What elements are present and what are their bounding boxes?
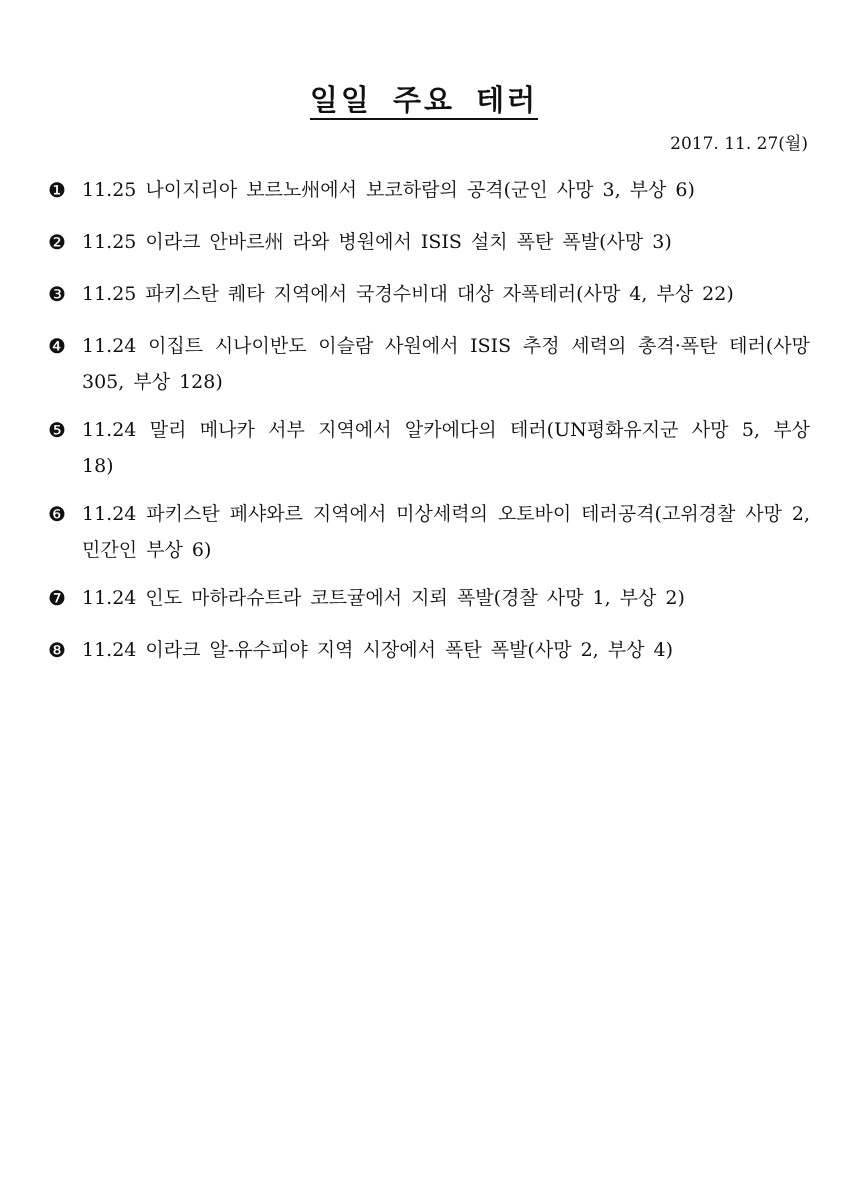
incident-text: 11.24 말리 메나카 서부 지역에서 알카에다의 테러(UN평화유지군 사망 5, 부상 18) xyxy=(82,419,810,477)
incident-item xyxy=(48,172,810,208)
incident-text: 11.24 이라크 알-유수피야 지역 시장에서 폭탄 폭발(사망 2, 부상 4) xyxy=(82,639,673,661)
incident-number: ❷ xyxy=(48,230,66,254)
incident-text: 11.25 나이지리아 보르노州에서 보코하람의 공격(군인 사망 3, 부상 6) xyxy=(82,179,695,201)
incident-number: ❺ xyxy=(48,418,66,442)
incident-text: 11.24 인도 마하라슈트라 코트귤에서 지뢰 폭발(경찰 사망 1, 부상 2) xyxy=(82,587,685,609)
incident-item xyxy=(48,224,810,260)
incident-item xyxy=(48,276,810,312)
incident-text: 11.24 파키스탄 페샤와르 지역에서 미상세력의 오토바이 테러공격(고위경찰 사망 2, 민간인 부상 6) xyxy=(82,503,810,561)
incident-number: ❽ xyxy=(48,638,66,662)
report-date: 2017. 11. 27(월) xyxy=(670,134,808,154)
incident-number: ❶ xyxy=(48,178,66,202)
incident-item xyxy=(48,496,810,568)
incident-list xyxy=(48,172,810,684)
incident-number: ❸ xyxy=(48,282,66,306)
incident-item xyxy=(48,328,810,400)
incident-text: 11.25 이라크 안바르州 라와 병원에서 ISIS 설치 폭탄 폭발(사망 3) xyxy=(82,231,672,253)
incident-item xyxy=(48,412,810,484)
incident-number: ❹ xyxy=(48,334,66,358)
document-title xyxy=(0,78,848,119)
incident-item xyxy=(48,580,810,616)
incident-text: 11.24 이집트 시나이반도 이슬람 사원에서 ISIS 추정 세력의 총격·폭탄 테러(사망 305, 부상 128) xyxy=(82,335,810,393)
incident-number: ❼ xyxy=(48,586,66,610)
document-title-text: 일일 주요 테러 xyxy=(310,83,538,120)
incident-text: 11.25 파키스탄 퀘타 지역에서 국경수비대 대상 자폭테러(사망 4, 부상 22) xyxy=(82,283,734,305)
incident-item xyxy=(48,632,810,668)
incident-number: ❻ xyxy=(48,502,66,526)
